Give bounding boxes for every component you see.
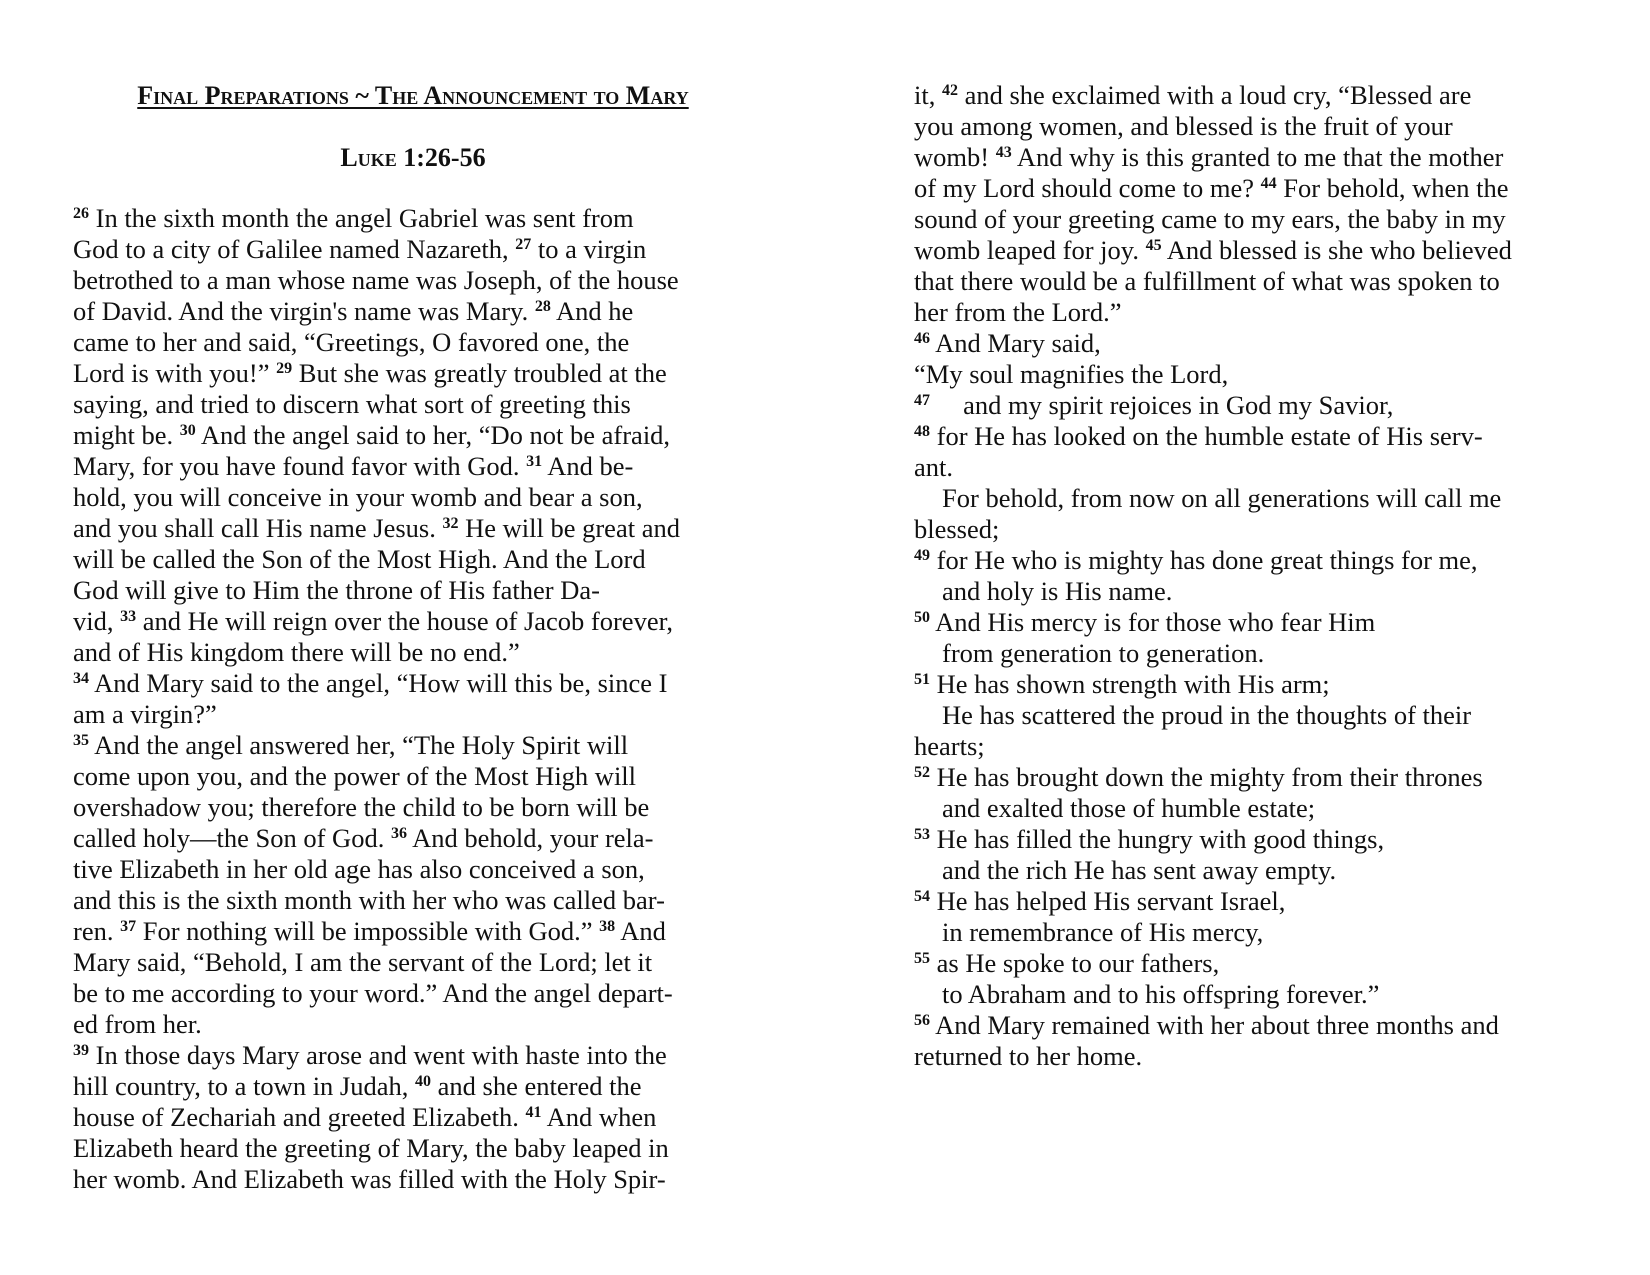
verse-text: womb! — [914, 142, 996, 172]
verse-text: He has scattered the proud in the thoughts of their — [942, 700, 1472, 730]
verse-number: 29 — [276, 360, 293, 377]
text-line — [914, 948, 1512, 979]
verse-text: And Mary said, — [930, 328, 1101, 358]
text-line — [73, 513, 680, 544]
verse-text: And His mercy is for those who fear Him — [930, 607, 1376, 637]
text-line — [914, 576, 1512, 607]
text-line — [914, 731, 1512, 762]
text-line — [73, 1102, 680, 1133]
verse-text: God will give to Him the throne of His father Da- — [73, 575, 600, 605]
text-line — [73, 761, 680, 792]
verse-number: 30 — [179, 422, 196, 439]
text-line — [73, 637, 680, 668]
verse-text: In those days Mary arose and went with haste into the — [89, 1040, 667, 1070]
text-line — [914, 607, 1512, 638]
text-line — [73, 575, 680, 606]
text-line — [73, 1040, 680, 1071]
verse-number: 41 — [525, 1104, 542, 1121]
text-line — [73, 203, 680, 234]
text-line — [914, 297, 1512, 328]
text-line — [73, 482, 680, 513]
verse-text: He has helped His servant Israel, — [930, 886, 1286, 916]
verse-number: 43 — [995, 144, 1012, 161]
text-line — [914, 452, 1512, 483]
verse-text: sound of your greeting came to my ears, the baby in my — [914, 204, 1506, 234]
verse-text: blessed; — [914, 514, 1000, 544]
text-line — [73, 730, 680, 761]
verse-text: And — [615, 916, 666, 946]
text-line — [73, 823, 680, 854]
verse-text: it, — [914, 80, 942, 110]
verse-text: ed from her. — [73, 1009, 202, 1039]
verse-number: 49 — [914, 547, 930, 564]
verse-number: 51 — [914, 671, 930, 688]
text-line — [73, 978, 680, 1009]
text-line — [914, 235, 1512, 266]
verse-number: 36 — [390, 825, 407, 842]
verse-text: Lord is with you!” — [73, 358, 277, 388]
verse-text: He will be great and — [458, 513, 680, 543]
text-line — [73, 916, 680, 947]
verse-text: hill country, to a town in Judah, — [73, 1071, 416, 1101]
text-line — [73, 1164, 680, 1195]
verse-text: and the rich He has sent away empty. — [942, 855, 1337, 885]
text-line — [73, 358, 680, 389]
text-line — [914, 111, 1512, 142]
text-line — [73, 544, 680, 575]
verse-text: for He has looked on the humble estate of His serv- — [930, 421, 1483, 451]
verse-number: 33 — [120, 608, 137, 625]
text-line — [914, 173, 1512, 204]
text-line — [914, 638, 1512, 669]
text-line — [914, 917, 1512, 948]
verse-text: her womb. And Elizabeth was filled with the Holy Spir- — [73, 1164, 666, 1194]
verse-text: to Abraham and to his offspring forever.” — [942, 979, 1380, 1009]
text-line — [73, 606, 680, 637]
verse-number: 28 — [534, 298, 551, 315]
verse-text: that there would be a fulfillment of what was spoken to — [914, 266, 1500, 296]
verse-number: 26 — [73, 205, 89, 222]
verse-text: vid, — [73, 606, 121, 636]
verse-text: and holy is His name. — [942, 576, 1173, 606]
text-line — [73, 1071, 680, 1102]
text-line — [914, 390, 1512, 421]
verse-number: 50 — [914, 609, 930, 626]
text-line — [914, 421, 1512, 452]
text-line — [73, 265, 680, 296]
verse-number: 32 — [442, 515, 459, 532]
verse-text: saying, and tried to discern what sort of greeting this — [73, 389, 631, 419]
verse-text: ant. — [914, 452, 953, 482]
verse-text: And why is this granted to me that the mother — [1011, 142, 1504, 172]
verse-text: to a virgin — [531, 234, 647, 264]
text-line — [73, 327, 680, 358]
scripture-reference: Luke 1:26-56 — [340, 143, 486, 172]
verse-text: hearts; — [914, 731, 985, 761]
verse-number: 27 — [515, 236, 532, 253]
verse-text: And be- — [542, 451, 634, 481]
verse-number: 34 — [73, 670, 89, 687]
text-line — [73, 854, 680, 885]
verse-text: and she exclaimed with a loud cry, “Blessed are — [957, 80, 1472, 110]
verse-number: 53 — [914, 826, 930, 843]
verse-text: For nothing will be impossible with God.” — [136, 916, 600, 946]
verse-text: be to me according to your word.” And the angel depart- — [73, 978, 673, 1008]
verse-text: will be called the Son of the Most High. And the Lord — [73, 544, 646, 574]
text-line — [914, 514, 1512, 545]
verse-number: 48 — [914, 423, 930, 440]
verse-text: But she was greatly troubled at the — [292, 358, 667, 388]
verse-text: and He will reign over the house of Jacob forever, — [136, 606, 673, 636]
text-line — [73, 1133, 680, 1164]
text-line — [914, 886, 1512, 917]
verse-text: And Mary remained with her about three months and — [930, 1010, 1499, 1040]
verse-text: God to a city of Galilee named Nazareth, — [73, 234, 516, 264]
text-line — [73, 451, 680, 482]
verse-text: you among women, and blessed is the fruit of your — [914, 111, 1453, 141]
verse-text: came to her and said, “Greetings, O favored one, the — [73, 327, 630, 357]
text-line — [914, 483, 1512, 514]
left-scripture-text — [73, 203, 680, 1195]
verse-text: overshadow you; therefore the child to be born will be — [73, 792, 650, 822]
verse-number: 46 — [914, 330, 930, 347]
text-line — [914, 545, 1512, 576]
verse-number: 37 — [120, 918, 137, 935]
verse-text: house of Zechariah and greeted Elizabeth. — [73, 1102, 526, 1132]
text-line — [73, 420, 680, 451]
verse-text: tive Elizabeth in her old age has also conceived a son, — [73, 854, 645, 884]
text-line — [914, 1041, 1512, 1072]
verse-text: her from the Lord.” — [914, 297, 1122, 327]
text-line — [73, 389, 680, 420]
verse-text: For behold, when the — [1276, 173, 1509, 203]
verse-number: 45 — [1145, 237, 1162, 254]
text-line — [914, 142, 1512, 173]
verse-text: And the angel said to her, “Do not be afraid, — [195, 420, 671, 450]
verse-text: of my Lord should come to me? — [914, 173, 1261, 203]
verse-text: and exalted those of humble estate; — [942, 793, 1316, 823]
text-line — [914, 700, 1512, 731]
text-line — [914, 266, 1512, 297]
text-line — [73, 296, 680, 327]
text-line — [914, 762, 1512, 793]
verse-text: in remembrance of His mercy, — [942, 917, 1264, 947]
verse-text: And Mary said to the angel, “How will this be, since I — [89, 668, 668, 698]
text-line — [73, 885, 680, 916]
verse-text: womb leaped for joy. — [914, 235, 1146, 265]
verse-number: 54 — [914, 888, 930, 905]
verse-text: and of His kingdom there will be no end.” — [73, 637, 520, 667]
verse-text: am a virgin?” — [73, 699, 217, 729]
verse-number: 38 — [599, 918, 616, 935]
text-line — [914, 855, 1512, 886]
verse-text: And when — [541, 1102, 657, 1132]
verse-text: come upon you, and the power of the Most High will — [73, 761, 637, 791]
verse-text: And the angel answered her, “The Holy Spirit will — [89, 730, 629, 760]
text-line — [73, 668, 680, 699]
text-line — [914, 979, 1512, 1010]
verse-text: And behold, your rela- — [406, 823, 654, 853]
verse-text: hold, you will conceive in your womb and bear a son, — [73, 482, 643, 512]
text-line — [73, 1009, 680, 1040]
verse-text: And he — [550, 296, 634, 326]
verse-text: for He who is mighty has done great things for me, — [930, 545, 1478, 575]
text-line — [914, 793, 1512, 824]
verse-text: Mary said, “Behold, I am the servant of the Lord; let it — [73, 947, 653, 977]
verse-text: In the sixth month the angel Gabriel was sent from — [89, 203, 634, 233]
verse-number: 44 — [1260, 175, 1277, 192]
verse-text: betrothed to a man whose name was Joseph, of the house — [73, 265, 679, 295]
text-line — [73, 947, 680, 978]
verse-text: returned to her home. — [914, 1041, 1143, 1071]
verse-number: 39 — [73, 1042, 89, 1059]
verse-number: 55 — [914, 950, 930, 967]
verse-text: Elizabeth heard the greeting of Mary, the baby leaped in — [73, 1133, 669, 1163]
verse-text: and my spirit rejoices in God my Savior, — [930, 390, 1394, 420]
verse-text: And blessed is she who believed — [1161, 235, 1512, 265]
verse-text: called holy—the Son of God. — [73, 823, 391, 853]
text-line — [914, 359, 1512, 390]
page-title: Final Preparations ~ The Announcement to Mary — [137, 81, 689, 110]
verse-number: 31 — [526, 453, 543, 470]
verse-text: as He spoke to our fathers, — [930, 948, 1220, 978]
verse-text: He has brought down the mighty from their thrones — [930, 762, 1483, 792]
verse-number: 47 — [914, 392, 930, 409]
text-line — [73, 699, 680, 730]
verse-text: from generation to generation. — [942, 638, 1265, 668]
text-line — [914, 1010, 1512, 1041]
text-line — [914, 80, 1512, 111]
verse-text: For behold, from now on all generations will call me — [942, 483, 1502, 513]
verse-text: and she entered the — [431, 1071, 642, 1101]
verse-number: 35 — [73, 732, 89, 749]
verse-text: and you shall call His name Jesus. — [73, 513, 443, 543]
verse-number: 40 — [415, 1073, 432, 1090]
text-line — [914, 204, 1512, 235]
verse-text: of David. And the virgin's name was Mary. — [73, 296, 535, 326]
verse-number: 42 — [941, 82, 958, 99]
text-line — [914, 824, 1512, 855]
verse-text: He has filled the hungry with good things, — [930, 824, 1385, 854]
text-line — [914, 669, 1512, 700]
verse-text: ren. — [73, 916, 121, 946]
verse-text: and this is the sixth month with her who was called bar- — [73, 885, 665, 915]
verse-text: “My soul magnifies the Lord, — [914, 359, 1229, 389]
verse-text: He has shown strength with His arm; — [930, 669, 1330, 699]
text-line — [73, 234, 680, 265]
right-scripture-text — [914, 80, 1512, 1072]
verse-number: 56 — [914, 1012, 930, 1029]
verse-text: might be. — [73, 420, 180, 450]
verse-number: 52 — [914, 764, 930, 781]
text-line — [914, 328, 1512, 359]
text-line — [73, 792, 680, 823]
verse-text: Mary, for you have found favor with God. — [73, 451, 527, 481]
